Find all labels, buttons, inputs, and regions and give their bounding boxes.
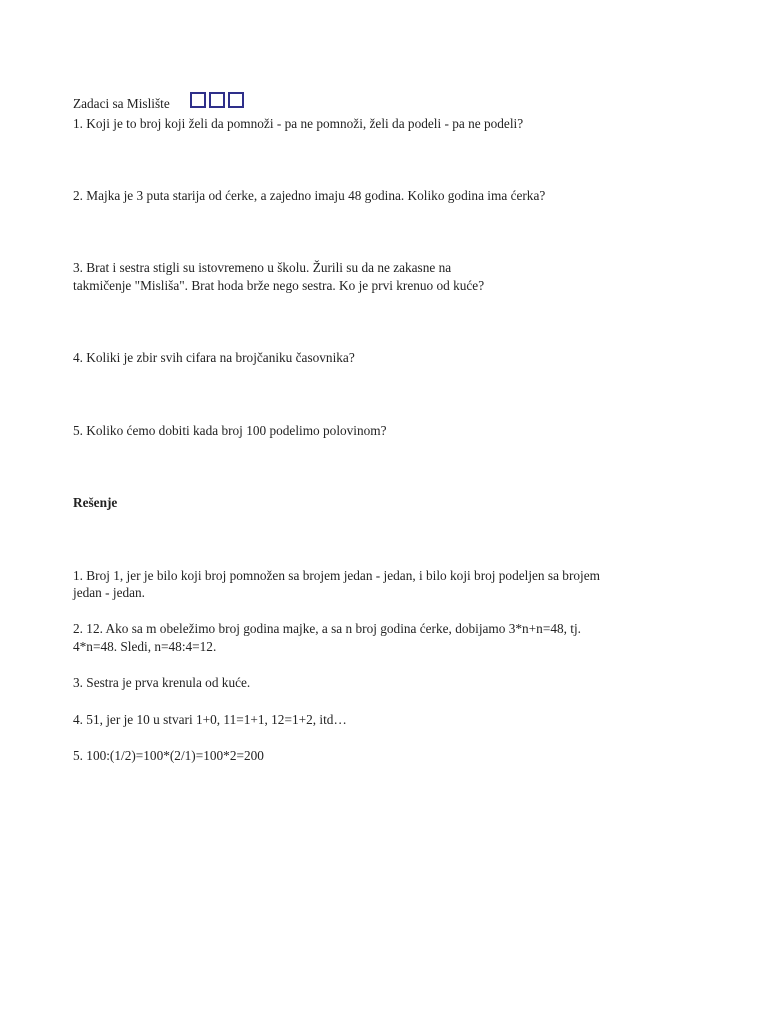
solution-5: 5. 100:(1/2)=100*(2/1)=100*2=200 xyxy=(73,748,264,763)
checkbox-square-3 xyxy=(228,92,244,108)
answer-boxes xyxy=(190,92,244,108)
checkbox-square-2 xyxy=(209,92,225,108)
solution-4: 4. 51, jer je 10 u stvari 1+0, 11=1+1, 12=1+2, itd… xyxy=(73,712,347,727)
solution-2-line-2: 4*n=48. Sledi, n=48:4=12. xyxy=(73,639,217,654)
question-4: 4. Koliki je zbir svih cifara na brojčaniku časovnika? xyxy=(73,350,355,365)
question-1: 1. Koji je to broj koji želi da pomnoži - pa ne pomnoži, želi da podeli - pa ne podeli? xyxy=(73,116,524,131)
question-5: 5. Koliko ćemo dobiti kada broj 100 podelimo polovinom? xyxy=(73,423,387,438)
solutions-heading: Rešenje xyxy=(73,495,118,510)
solution-1-line-2: jedan - jedan. xyxy=(73,585,145,600)
question-3-line-1: 3. Brat i sestra stigli su istovremeno u školu. Žurili su da ne zakasne na xyxy=(73,260,452,275)
document-title: Zadaci sa Mislište xyxy=(73,96,170,111)
question-2: 2. Majka je 3 puta starija od ćerke, a zajedno imaju 48 godina. Koliko godina ima ćerka? xyxy=(73,188,546,203)
question-3-line-2: takmičenje "Misliša". Brat hoda brže nego sestra. Ko je prvi krenuo od kuće? xyxy=(73,278,485,293)
solution-2-line-1: 2. 12. Ako sa m obeležimo broj godina majke, a sa n broj godina ćerke, dobijamo 3*n+n=48, tj. xyxy=(73,621,581,636)
checkbox-square-1 xyxy=(190,92,206,108)
solution-1-line-1: 1. Broj 1, jer je bilo koji broj pomnožen sa brojem jedan - jedan, i bilo koji broj podeljen sa brojem xyxy=(73,568,600,583)
solution-3: 3. Sestra je prva krenula od kuće. xyxy=(73,675,251,690)
